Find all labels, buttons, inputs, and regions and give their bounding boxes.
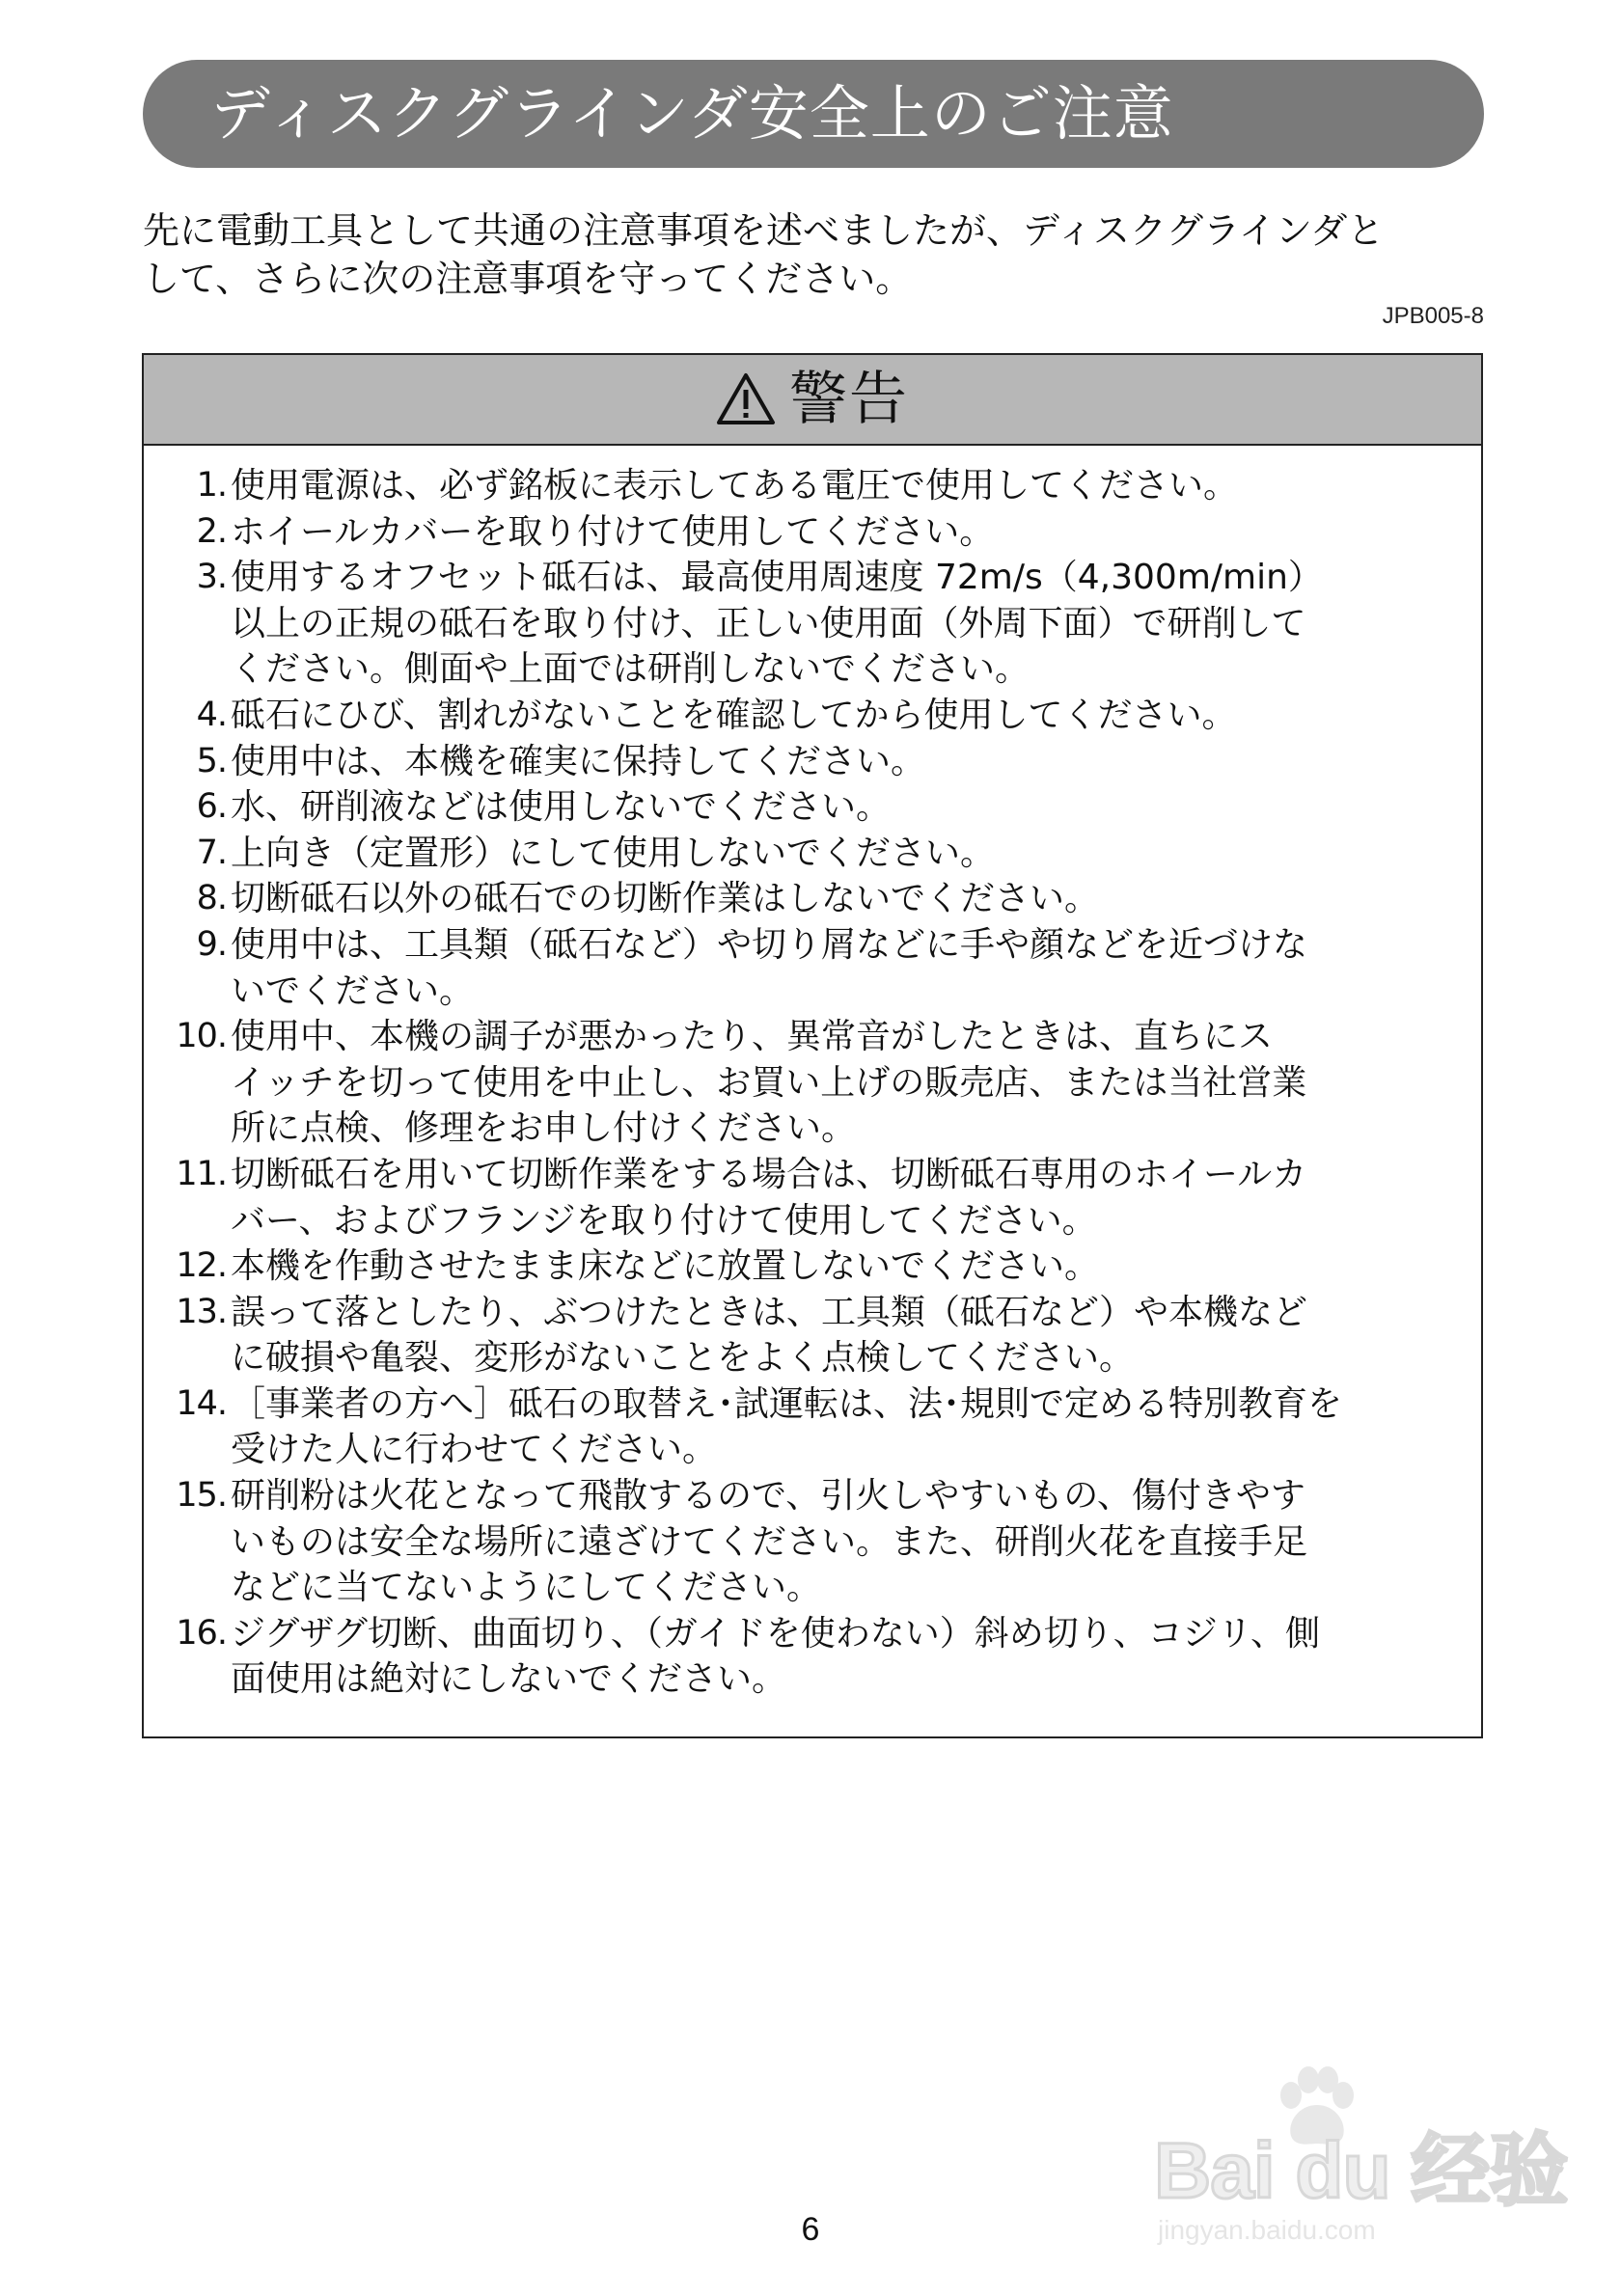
warning-item-line: ジグザグ切断、曲面切り、（ガイドを使わない）斜め切り、コジリ、側 — [231, 1613, 1320, 1654]
warning-item-text — [231, 739, 1466, 785]
warning-item-number: 16. — [176, 1613, 227, 1653]
warning-item-number: 13. — [176, 1292, 227, 1331]
intro-line-1: 先に電動工具として共通の注意事項を述べましたが、ディスクグラインダと — [143, 209, 1385, 252]
intro-paragraph — [143, 206, 1494, 303]
warning-item-line: 使用中は、工具類（砥石など）や切り屑などに手や顔などを近づけな — [231, 924, 1308, 965]
warning-item-text — [231, 463, 1466, 509]
warning-item-number: 7. — [196, 833, 227, 872]
warning-item-number: 6. — [196, 787, 227, 827]
warning-item-number: 4. — [196, 695, 227, 734]
warning-item-line: ［事業者の方へ］砥石の取替え･試運転は、法･規則で定める特別教育を — [231, 1383, 1343, 1424]
warning-item-9 — [173, 922, 1466, 1014]
warning-item-number: 3. — [196, 558, 227, 597]
warning-item-text — [231, 1611, 1466, 1703]
warning-item-11 — [173, 1152, 1466, 1244]
page-number: 6 — [801, 2211, 820, 2248]
warning-item-number: 11. — [176, 1154, 227, 1193]
warning-item-number: 2. — [196, 511, 227, 551]
warning-item-16 — [173, 1611, 1466, 1703]
warning-item-text — [231, 1473, 1466, 1611]
warning-item-8 — [173, 876, 1466, 922]
warning-item-line: 所に点検、修理をお申し付けください。 — [231, 1108, 857, 1149]
warning-item-line: 誤って落としたり、ぶつけたときは、工具類（砥石など）や本機など — [231, 1292, 1308, 1332]
document-code: JPB005-8 — [1382, 303, 1484, 329]
warning-item-line: 研削粉は火花となって飛散するので、引火しやすいもの、傷付きやす — [231, 1476, 1305, 1517]
intro-line-2: して、さらに次の注意事項を守ってください。 — [143, 258, 913, 300]
warning-item-3 — [173, 555, 1466, 693]
warning-item-text — [231, 555, 1466, 693]
warning-item-line: 使用電源は、必ず銘板に表示してある電圧で使用してください。 — [231, 466, 1239, 506]
warning-header — [144, 355, 1481, 446]
warning-item-line: 受けた人に行わせてください。 — [231, 1430, 718, 1470]
warning-item-line: に破損や亀裂、変形がないことをよく点検してください。 — [231, 1338, 1135, 1379]
warning-item-number: 5. — [196, 741, 227, 780]
warning-item-text — [231, 922, 1466, 1014]
warning-item-1 — [173, 463, 1466, 509]
warning-item-line: いでください。 — [231, 970, 475, 1011]
warning-item-line: 砥石にひび、割れがないことを確認してから使用してください。 — [231, 695, 1237, 735]
warning-item-text — [231, 1290, 1466, 1381]
warning-item-line: ください。側面や上面では研削しないでください。 — [231, 649, 1030, 690]
warning-item-line: などに当てないようにしてください。 — [231, 1568, 822, 1608]
watermark-brand: Bai du 经验 — [1154, 2127, 1568, 2215]
warning-item-text — [231, 876, 1466, 922]
warning-item-text — [231, 1244, 1466, 1290]
warning-item-number: 15. — [176, 1476, 227, 1516]
warning-item-2 — [173, 509, 1466, 556]
warning-item-line: いものは安全な場所に遠ざけてください。また、研削火花を直接手足 — [231, 1521, 1308, 1562]
warning-item-text — [231, 831, 1466, 877]
warning-item-number: 10. — [176, 1017, 227, 1056]
warning-item-number: 1. — [196, 466, 227, 505]
warning-item-line: 切断砥石を用いて切断作業をする場合は、切断砥石専用のホイールカ — [231, 1154, 1307, 1194]
warning-item-line: 使用するオフセット砥石は、最高使用周速度 72m/s（4,300m/min） — [231, 558, 1323, 598]
warning-title: 警告 — [789, 366, 909, 433]
warning-item-number: 12. — [176, 1246, 227, 1286]
warning-item-15 — [173, 1473, 1466, 1611]
warning-item-text — [231, 1381, 1466, 1473]
warning-item-line: 上向き（定置形）にして使用しないでください。 — [231, 833, 996, 873]
watermark-url: jingyan.baidu.com — [1158, 2215, 1376, 2245]
warning-item-line: ホイールカバーを取り付けて使用してください。 — [231, 511, 995, 552]
warning-item-number: 8. — [196, 879, 227, 918]
warning-item-number: 14. — [176, 1383, 227, 1423]
warning-item-line: 切断砥石以外の砥石での切断作業はしないでください。 — [231, 879, 1100, 919]
warning-item-line: 以上の正規の砥石を取り付け、正しい使用面（外周下面）で研削して — [231, 603, 1306, 643]
warning-item-text — [231, 693, 1466, 739]
warning-item-text — [231, 784, 1466, 831]
warning-box — [142, 353, 1483, 1738]
warning-item-line: 本機を作動させたまま床などに放置しないでください。 — [231, 1246, 1100, 1287]
warning-item-number: 9. — [196, 924, 227, 964]
warning-item-line: 水、研削液などは使用しないでください。 — [231, 787, 892, 828]
warning-item-text — [231, 1152, 1466, 1244]
warning-item-4 — [173, 693, 1466, 739]
warning-item-14 — [173, 1381, 1466, 1473]
warning-triangle-icon — [716, 372, 776, 426]
warning-item-6 — [173, 784, 1466, 831]
warning-item-line: 使用中、本機の調子が悪かったり、異常音がしたときは、直ちにス — [231, 1017, 1274, 1057]
warning-item-10 — [173, 1014, 1466, 1152]
warning-item-line: イッチを切って使用を中止し、お買い上げの販売店、または当社営業 — [231, 1062, 1307, 1103]
section-title-bar — [143, 60, 1484, 168]
warning-item-line: 使用中は、本機を確実に保持してください。 — [231, 741, 926, 781]
warning-item-text — [231, 509, 1466, 556]
warning-item-7 — [173, 831, 1466, 877]
warning-item-5 — [173, 739, 1466, 785]
warning-item-13 — [173, 1290, 1466, 1381]
warning-item-12 — [173, 1244, 1466, 1290]
warning-item-line: バー、およびフランジを取り付けて使用してください。 — [231, 1200, 1097, 1241]
warning-item-text — [231, 1014, 1466, 1152]
baidu-watermark — [1154, 2063, 1568, 2246]
page-title: ディスクグラインダ安全上のご注意 — [210, 78, 1174, 149]
warning-item-line: 面使用は絶対にしないでください。 — [231, 1659, 787, 1700]
warning-list — [173, 463, 1466, 1703]
